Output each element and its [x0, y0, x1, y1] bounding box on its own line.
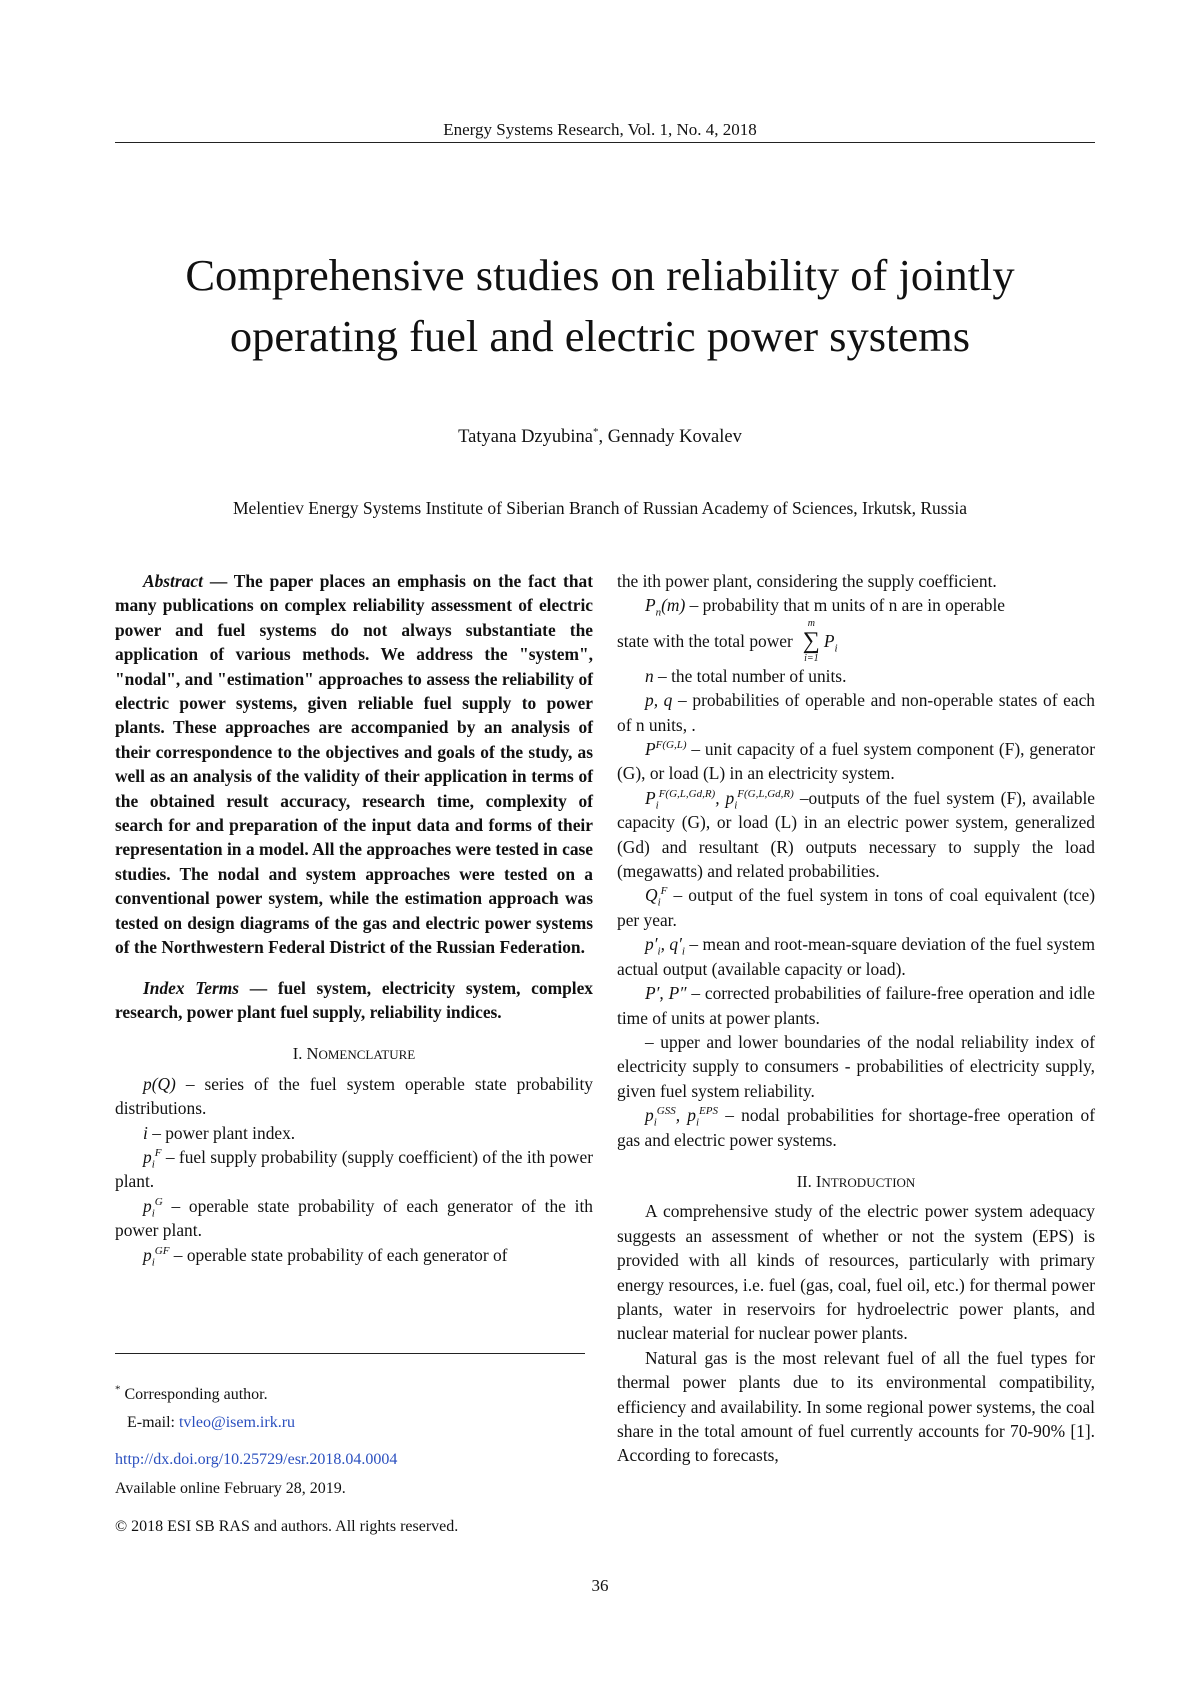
abstract-text: — The paper places an emphasis on the fact that many publications on complex reliability assessment of electric power and fuel systems do not always substantiate the application of various methods. We address the "system", "nodal", and "estimation" approaches to assess the reliability of electric power systems, given reliable fuel supply to power plants. These approaches are accompanied by an analysis of their correspondence to the objectives and goals of the study, as well as an analysis of the validity of their application in terms of the obtained result accuracy, research time, complexity of search for and preparation of the input data and forms of their representation in a model. All the approaches were tested in case studies. The nodal and system approaches were tested on a conventional power system, while the estimation approach was tested on design diagrams of the gas and electric power systems of the Northwestern Federal District of the Russian Federation.	[115, 571, 593, 958]
affiliation: Melentiev Energy Systems Institute of Siberian Branch of Russian Academy of Sciences, Irkutsk, Russia	[232, 498, 968, 518]
nom-i	[115, 1121, 593, 1145]
desc-pG: – operable state probability of each generator of the ith power plant.	[115, 1195, 593, 1241]
summation-symbol	[803, 618, 820, 664]
desc-pQ: – series of the fuel system operable state probability distributions.	[115, 1073, 593, 1119]
index-terms-label: Index Terms	[143, 977, 240, 998]
doi-link[interactable]: http://dx.doi.org/10.25729/esr.2018.04.0004	[115, 1451, 398, 1468]
nom-QF	[617, 883, 1095, 932]
sym-pG: $p_i^G$	[143, 1195, 163, 1220]
sym-Pnm: $P_n(m)$	[645, 595, 686, 619]
footnote-corresponding-text: Corresponding author.	[120, 1386, 268, 1403]
sym-PiF: $P_i^{F(G,L,Gd,R)}$, $p_i^{F(G,L,Gd,R)}$	[645, 787, 794, 812]
footnote-rule	[115, 1353, 585, 1354]
intro-paragraph-1: A comprehensive study of the electric power system adequacy suggests an assessment of whether or not the system (EPS) is provided with all kinds of resources, particularly with primary energy resources, i.e. fuel (gas, coal, fuel oil, etc.) for thermal power plants, water in reservoirs for hydroelectric power plants, and nuclear material for nuclear power plants.	[617, 1201, 1095, 1344]
sum-lower-limit: i=1	[804, 652, 819, 664]
paper-title	[100, 245, 1100, 367]
sym-n: n	[645, 665, 654, 686]
running-header: Energy Systems Research, Vol. 1, No. 4, 2018	[443, 120, 757, 139]
nom-PP	[617, 981, 1095, 1030]
header-rule	[115, 142, 1095, 143]
nom-pQ	[115, 1072, 593, 1121]
desc-pq-prime: – mean and root-mean-square deviation of the fuel system actual output (available capacity or load).	[617, 934, 1095, 979]
sym-pGF: $p_i^{GF}$	[143, 1244, 170, 1269]
sym-pF: $p_i^F$	[143, 1146, 162, 1171]
nom-pq-prime	[617, 932, 1095, 981]
desc-PiF: –outputs of the fuel system (F), available capacity (G), or load (L) in an electric power system, generalized (Gd) and resultant (R) outputs necessary to supply the load (megawatts) and related probabilities.	[617, 787, 1095, 882]
right-column	[617, 569, 1095, 1468]
desc-i: – power plant index.	[147, 1122, 296, 1143]
nom-PF	[617, 737, 1095, 786]
author-2: Gennady Kovalev	[607, 427, 742, 447]
left-column	[115, 569, 593, 1267]
sym-PF: $P^{F(G,L)}$	[645, 739, 687, 760]
introduction-heading-num: II. I	[796, 1171, 822, 1191]
nom-pF	[115, 1145, 593, 1194]
nom-bounds	[617, 1030, 1095, 1103]
page-number: 36	[591, 1576, 609, 1595]
sum-term: $P_i$	[823, 630, 838, 655]
desc-pF: – fuel supply probability (supply coefficient) of the ith power plant.	[115, 1146, 593, 1192]
nom-pq	[617, 688, 1095, 737]
desc-Pnm-continued: state with the total power	[617, 630, 793, 651]
title-line-1: Comprehensive studies on reliability of jointly	[185, 250, 1015, 300]
desc-n: – the total number of units.	[653, 665, 847, 686]
nom-pG	[115, 1194, 593, 1243]
footnote-email	[127, 1414, 295, 1432]
email-label: E-mail:	[127, 1414, 179, 1431]
introduction-heading-rest: NTRODUCTION	[821, 1174, 916, 1190]
introduction-heading	[617, 1170, 1095, 1195]
desc-GSS: – nodal probabilities for shortage-free operation of gas and electric power systems.	[617, 1105, 1095, 1150]
sigma-glyph: ∑	[802, 627, 820, 654]
nomenclature-heading-rest: OMENCLATURE	[318, 1047, 416, 1063]
author-1: Tatyana Dzyubina	[458, 427, 593, 447]
nom-Pnm-sum-row	[617, 618, 1095, 664]
sym-pq: p, q	[645, 690, 673, 711]
desc-pGF: – operable state probability of each generator of	[169, 1244, 508, 1265]
nom-n	[617, 664, 1095, 688]
abstract	[115, 569, 593, 960]
desc-pq: – probabilities of operable and non-operable states of each of n units, .	[617, 690, 1095, 735]
nom-Pnm	[617, 593, 1095, 617]
abstract-label: Abstract	[143, 571, 203, 591]
desc-PP: – corrected probabilities of failure-free operation and idle time of units at power plants.	[617, 983, 1095, 1028]
desc-Pnm: – probability that m units of n are in operable	[685, 595, 1005, 616]
sym-PP: P′, P″	[645, 983, 687, 1004]
sum-upper-limit: m	[807, 617, 815, 629]
footnote-corresponding	[115, 1383, 268, 1404]
nom-pGF-continued: the ith power plant, considering the supply coefficient.	[617, 571, 997, 591]
author-separator: ,	[598, 427, 608, 447]
index-terms	[115, 976, 593, 1025]
sym-GSS: $p_i^{GSS}$, $p_i^{EPS}$	[645, 1105, 718, 1129]
corresponding-mark: *	[593, 425, 599, 438]
desc-PF: – unit capacity of a fuel system component (F), generator (G), or load (L) in an electricity system.	[617, 739, 1095, 784]
index-terms-text: — fuel system, electricity system, complex research, power plant fuel supply, reliability indices.	[115, 977, 593, 1022]
sym-pQ: p(Q)	[143, 1073, 176, 1094]
email-link[interactable]: tvleo@isem.irk.ru	[178, 1414, 296, 1431]
title-line-2: operating fuel and electric power systems	[229, 311, 971, 361]
nom-GSS	[617, 1103, 1095, 1152]
desc-bounds: – upper and lower boundaries of the nodal reliability index of electricity supply to consumers - probabilities of electricity supply, given fuel system reliability.	[617, 1031, 1095, 1101]
sym-QF: $Q_i^F$	[645, 885, 668, 909]
sym-pq-prime: $p'_i$, $q'_i$	[645, 934, 685, 958]
nomenclature-heading	[115, 1042, 593, 1067]
copyright: © 2018 ESI SB RAS and authors. All rights reserved.	[115, 1518, 459, 1535]
intro-paragraph-2: Natural gas is the most relevant fuel of all the fuel types for thermal power plants due to its environmental compatibility, efficiency and availability. In some regional power systems, the coal share in the total amount of fuel currently accounts for 70-90% [1]. According to forecasts,	[617, 1347, 1095, 1466]
authors	[0, 427, 1200, 448]
nom-pGF	[115, 1243, 593, 1267]
footnote-mark: *	[115, 1383, 121, 1396]
nom-PiF	[617, 786, 1095, 884]
nomenclature-heading-num: I. N	[292, 1044, 319, 1064]
desc-QF: – output of the fuel system in tons of coal equivalent (tce) per year.	[617, 885, 1095, 930]
sym-i: i	[143, 1122, 148, 1143]
available-online: Available online February 28, 2019.	[115, 1480, 346, 1497]
